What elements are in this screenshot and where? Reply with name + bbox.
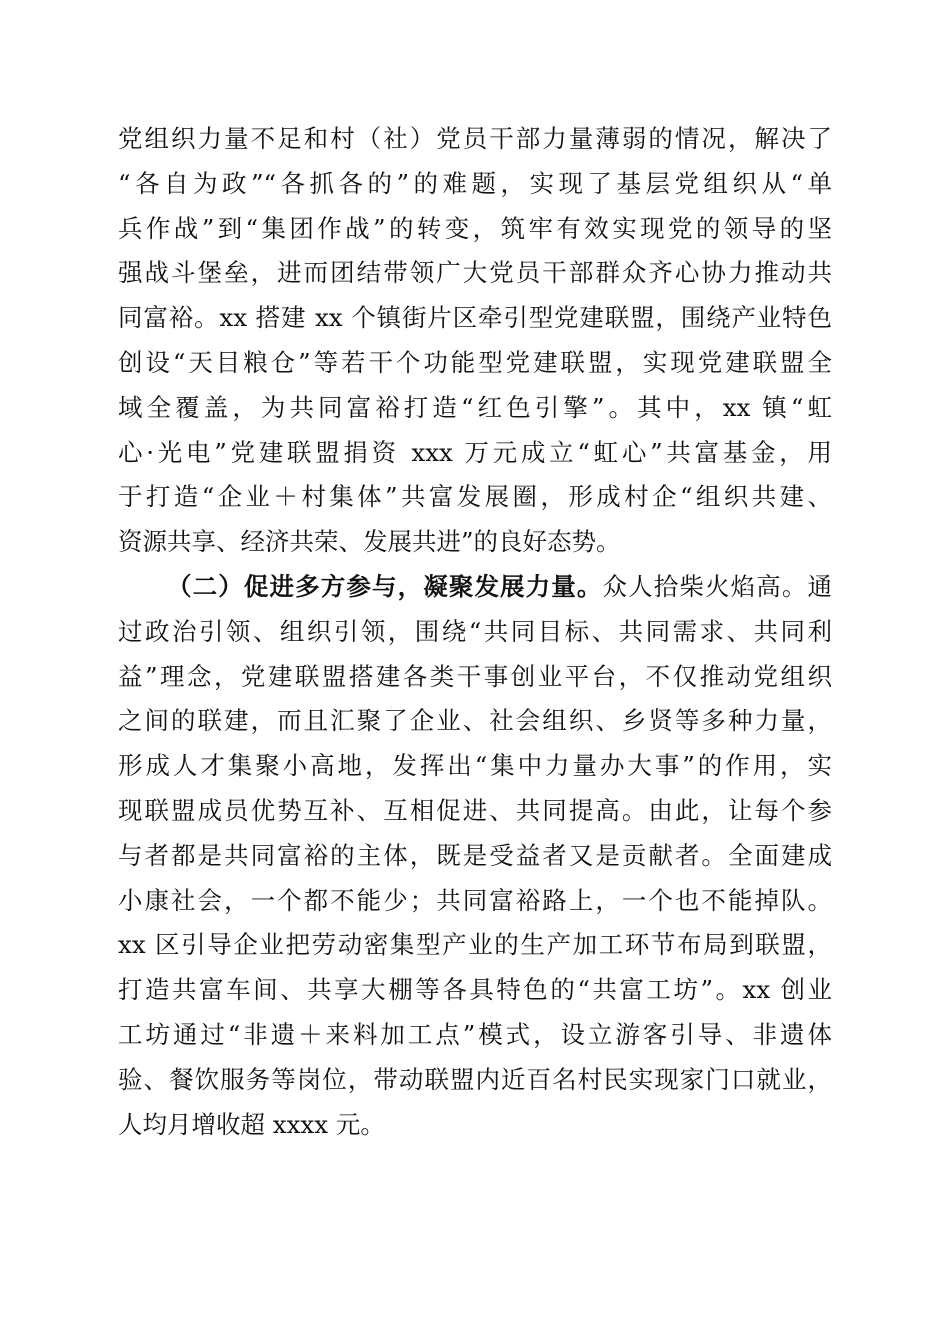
paragraph-line: 同富裕。xx 搭建 xx 个镇街片区牵引型党建联盟，围绕产业特色: [118, 303, 832, 333]
paragraph-line: 创设“天目粮仓”等若干个功能型党建联盟，实现党建联盟全: [118, 347, 832, 377]
paragraph-line: 强战斗堡垒，进而团结带领广大党员干部群众齐心协力推动共: [118, 258, 832, 288]
paragraph-line: 现联盟成员优势互补、互相促进、共同提高。由此，让每个参: [118, 795, 832, 825]
paragraph-line: 打造共富车间、共享大棚等各具特色的“共富工坊”。xx 创业: [118, 975, 832, 1005]
paragraph-line: 益”理念，党建联盟搭建各类干事创业平台，不仅推动党组织: [118, 661, 832, 691]
paragraph-line: 党组织力量不足和村（社）党员干部力量薄弱的情况，解决了: [118, 124, 832, 153]
paragraph-line: 之间的联建，而且汇聚了企业、社会组织、乡贤等多种力量，: [118, 706, 832, 736]
paragraph-text: 众人拾柴火焰高。通: [602, 572, 833, 601]
paragraph-line: 小康社会，一个都不能少；共同富裕路上，一个也不能掉队。: [118, 885, 832, 915]
paragraph-line: 与者都是共同富裕的主体，既是受益者又是贡献者。全面建成: [118, 840, 832, 870]
paragraph-line: 形成人才集聚小高地，发挥出“集中力量办大事”的作用，实: [118, 751, 832, 781]
paragraph-line: 工坊通过“非遗＋来料加工点”模式，设立游客引导、非遗体: [118, 1019, 832, 1049]
paragraph-first-line: [118, 565, 832, 610]
paragraph-line: “各自为政”“各抓各的”的难题，实现了基层党组织从“单: [118, 168, 832, 198]
paragraph-line: 验、餐饮服务等岗位，带动联盟内近百名村民实现家门口就业，: [118, 1064, 832, 1094]
paragraph-line: xx 区引导企业把劳动密集型产业的生产加工环节布局到联盟，: [118, 930, 832, 960]
paragraph-line: 兵作战”到“集团作战”的转变，筑牢有效实现党的领导的坚: [118, 213, 832, 243]
paragraph-1: [118, 117, 832, 565]
paragraph-2: [118, 565, 832, 1147]
paragraph-line: 过政治引领、组织引领，围绕“共同目标、共同需求、共同利: [118, 616, 832, 646]
paragraph-line: 域全覆盖，为共同富裕打造“红色引擎”。其中，xx 镇“虹: [118, 392, 832, 422]
paragraph-line: 于打造“企业＋村集体”共富发展圈，形成村企“组织共建、: [118, 482, 832, 512]
paragraph-line: 人均月增收超 xxxx 元。: [118, 1109, 385, 1139]
paragraph-line: 资源共享、经济共荣、发展共进”的良好态势。: [118, 527, 621, 557]
paragraph-line: 心·光电”党建联盟捐资 xxx 万元成立“虹心”共富基金，用: [118, 437, 832, 467]
section-heading: （二）促进多方参与，凝聚发展力量。: [167, 572, 603, 601]
